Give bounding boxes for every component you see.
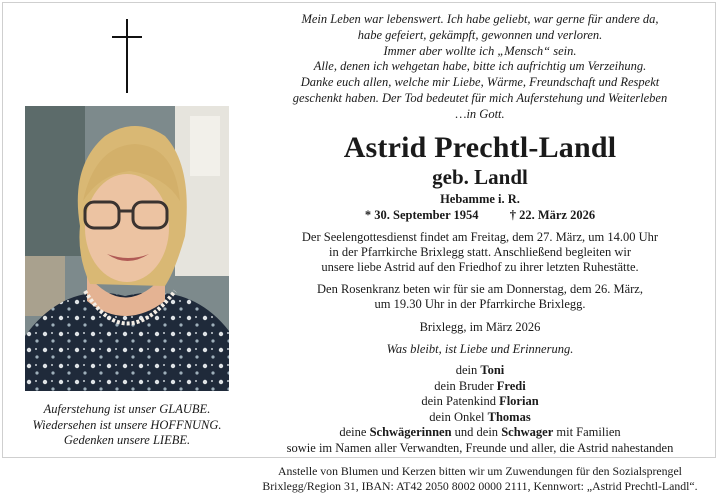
mourner-line [250, 410, 710, 426]
relation: dein Patenkind [421, 394, 499, 408]
death-date: † 22. März 2026 [510, 207, 595, 223]
mourner-name: Florian [499, 394, 539, 408]
deceased-name: Astrid Prechtl-Landl [250, 131, 710, 165]
poem [250, 12, 710, 123]
obituary-text [250, 12, 710, 493]
relation: dein [456, 363, 481, 377]
poem-line: …in Gott. [250, 107, 710, 123]
portrait-photo [25, 106, 229, 391]
occupation: Hebamme i. R. [250, 191, 710, 207]
mourner-name: Fredi [497, 379, 526, 393]
life-dates [250, 207, 710, 223]
donation-note [250, 464, 710, 493]
poem-line: Alle, denen ich wehgetan habe, bitte ich aufrichtig um Verzeihung. [250, 59, 710, 75]
mourner-name: Toni [480, 363, 504, 377]
rosary-announcement [250, 282, 710, 312]
quote-line: Auferstehung ist unser GLAUBE. [20, 402, 234, 418]
poem-line: Danke euch allen, welche mir Liebe, Wärme, Freundschaft und Respekt [250, 75, 710, 91]
birth-date: * 30. September 1954 [365, 207, 479, 223]
quote-line: Wiedersehen ist unsere HOFFNUNG. [20, 418, 234, 434]
cross-icon [112, 19, 142, 93]
mourner-name: Thomas [488, 410, 531, 424]
mourner-name: Schwägerinnen [370, 425, 452, 439]
mourner-line [250, 394, 710, 410]
mourner-line: sowie im Namen aller Verwandten, Freunde und aller, die Astrid nahestanden [250, 441, 710, 457]
service-line: unsere liebe Astrid auf den Friedhof zu ihrer letzten Ruhestätte. [250, 260, 710, 275]
relation: und dein [452, 425, 502, 439]
relation: dein Bruder [434, 379, 496, 393]
service-announcement [250, 230, 710, 276]
birth-name: geb. Landl [250, 165, 710, 189]
service-line: in der Pfarrkirche Brixlegg statt. Anschließend begleiten wir [250, 245, 710, 260]
service-line: Der Seelengottesdienst findet am Freitag, dem 27. März, um 14.00 Uhr [250, 230, 710, 245]
faith-quote [20, 402, 234, 449]
rosary-line: um 19.30 Uhr in der Pfarrkirche Brixlegg. [250, 297, 710, 312]
mourner-line [250, 363, 710, 379]
relation: deine [339, 425, 369, 439]
mourner-line [250, 379, 710, 395]
poem-line: Immer aber wollte ich „Mensch“ sein. [250, 44, 710, 60]
donation-line: Brixlegg/Region 31, IBAN: AT42 2050 8002 0000 2111, Kennwort: „Astrid Prechtl-Landl“. [250, 479, 710, 493]
donation-line: Anstelle von Blumen und Kerzen bitten wir um Zuwendungen für den Sozialsprengel [250, 464, 710, 479]
mourners-list [250, 363, 710, 456]
motto: Was bleibt, ist Liebe und Erinnerung. [250, 342, 710, 357]
mourner-name: Schwager [501, 425, 553, 439]
poem-line: geschenkt haben. Der Tod bedeutet für mich Auferstehung und Weiterleben [250, 91, 710, 107]
rosary-line: Den Rosenkranz beten wir für sie am Donnerstag, dem 26. März, [250, 282, 710, 297]
poem-line: Mein Leben war lebenswert. Ich habe geliebt, war gerne für andere da, [250, 12, 710, 28]
quote-line: Gedenken unsere LIEBE. [20, 433, 234, 449]
mourner-line [250, 425, 710, 441]
place-date: Brixlegg, im März 2026 [250, 320, 710, 335]
poem-line: habe gefeiert, gekämpft, gewonnen und verloren. [250, 28, 710, 44]
relation: mit Familien [553, 425, 620, 439]
relation: dein Onkel [429, 410, 487, 424]
